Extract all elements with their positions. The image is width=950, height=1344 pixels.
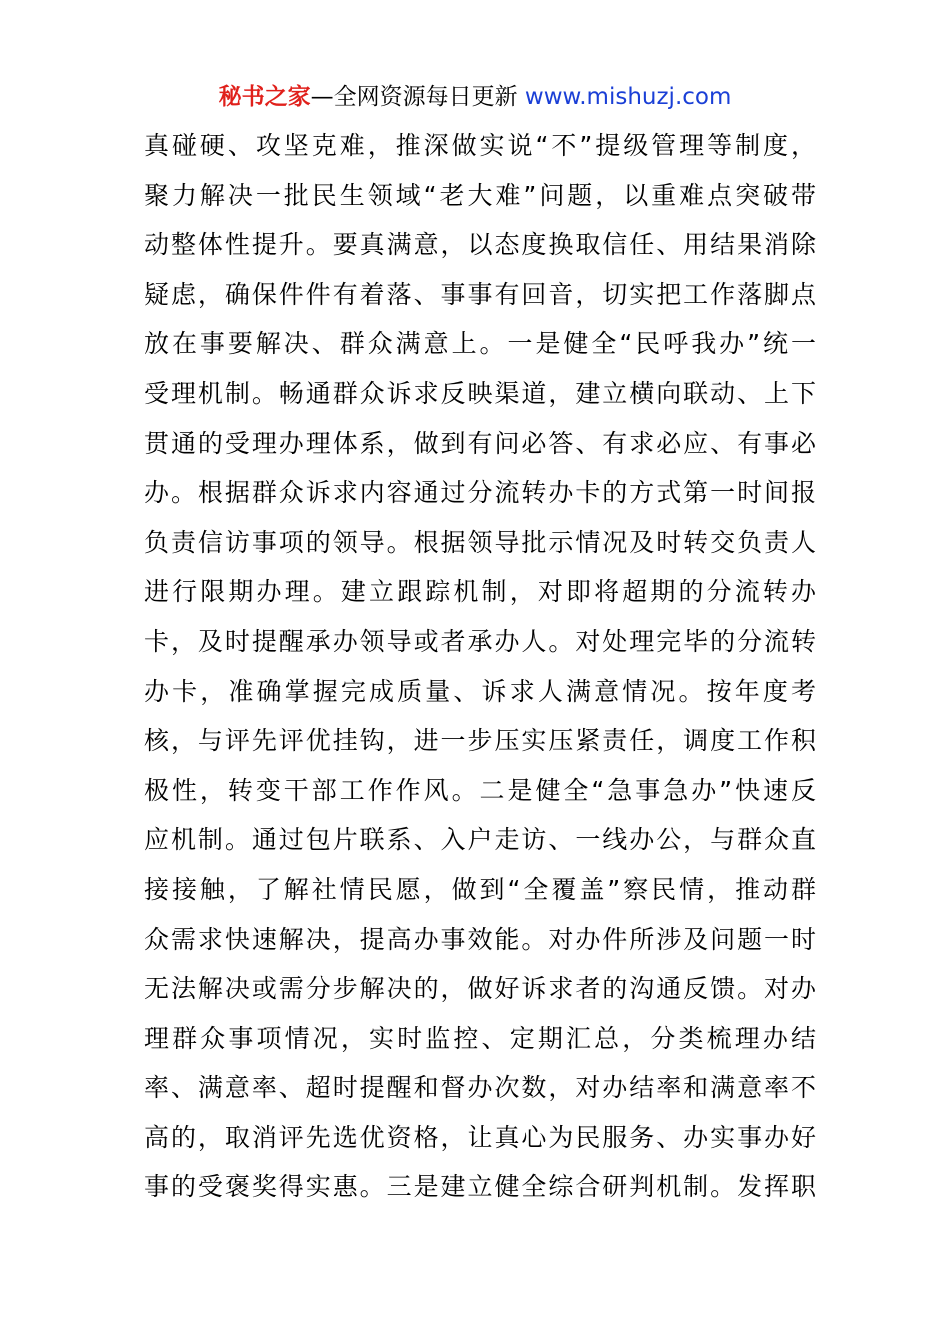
header-tagline: —全网资源每日更新	[310, 84, 518, 110]
text-line: 真碰硬、攻坚克难，推深做实说“不”提级管理等制度，	[144, 131, 816, 160]
text-line: 高的，取消评先选优资格，让真心为民服务、办实事办好	[144, 1122, 816, 1152]
text-line: 应机制。通过包片联系、入户走访、一线办公，与群众直	[144, 825, 816, 855]
text-line: 受理机制。畅通群众诉求反映渠道，建立横向联动、上下	[144, 378, 816, 408]
text-line: 极性，转变干部工作作风。二是健全“急事急办”快速反	[144, 775, 816, 805]
text-line: 无法解决或需分步解决的，做好诉求者的沟通反馈。对办	[144, 974, 816, 1004]
text-line: 办。根据群众诉求内容通过分流转办卡的方式第一时间报	[144, 478, 816, 508]
site-url-link[interactable]: www.mishuzj.com	[524, 84, 732, 110]
text-line: 动整体性提升。要真满意，以态度换取信任、用结果消除	[144, 230, 816, 260]
text-line: 贯通的受理办理体系，做到有问必答、有求必应、有事必	[144, 428, 816, 458]
text-line: 接接触，了解社情民愿，做到“全覆盖”察民情，推动群	[144, 874, 816, 904]
text-line: 事的受褒奖得实惠。三是建立健全综合研判机制。发挥职	[144, 1172, 816, 1202]
text-line: 疑虑，确保件件有着落、事事有回音，切实把工作落脚点	[144, 279, 816, 309]
text-line: 众需求快速解决，提高办事效能。对办件所涉及问题一时	[144, 924, 816, 954]
text-line: 聚力解决一批民生领域“老大难”问题，以重难点突破带	[144, 180, 816, 210]
text-line: 理群众事项情况，实时监控、定期汇总，分类梳理办结	[144, 1023, 816, 1053]
text-line: 核，与评先评优挂钩，进一步压实压紧责任，调度工作积	[144, 726, 816, 756]
text-line: 进行限期办理。建立跟踪机制，对即将超期的分流转办	[144, 577, 816, 607]
page-header	[0, 80, 950, 114]
document-body	[144, 121, 816, 1212]
text-line: 办卡，准确掌握完成质量、诉求人满意情况。按年度考	[144, 676, 816, 706]
text-line: 率、满意率、超时提醒和督办次数，对办结率和满意率不	[144, 1073, 816, 1103]
text-line: 负责信访事项的领导。根据领导批示情况及时转交负责人	[144, 527, 816, 557]
text-line: 卡，及时提醒承办领导或者承办人。对处理完毕的分流转	[144, 626, 816, 656]
brand-name: 秘书之家	[218, 84, 311, 110]
text-line: 放在事要解决、群众满意上。一是健全“民呼我办”统一	[144, 329, 816, 359]
